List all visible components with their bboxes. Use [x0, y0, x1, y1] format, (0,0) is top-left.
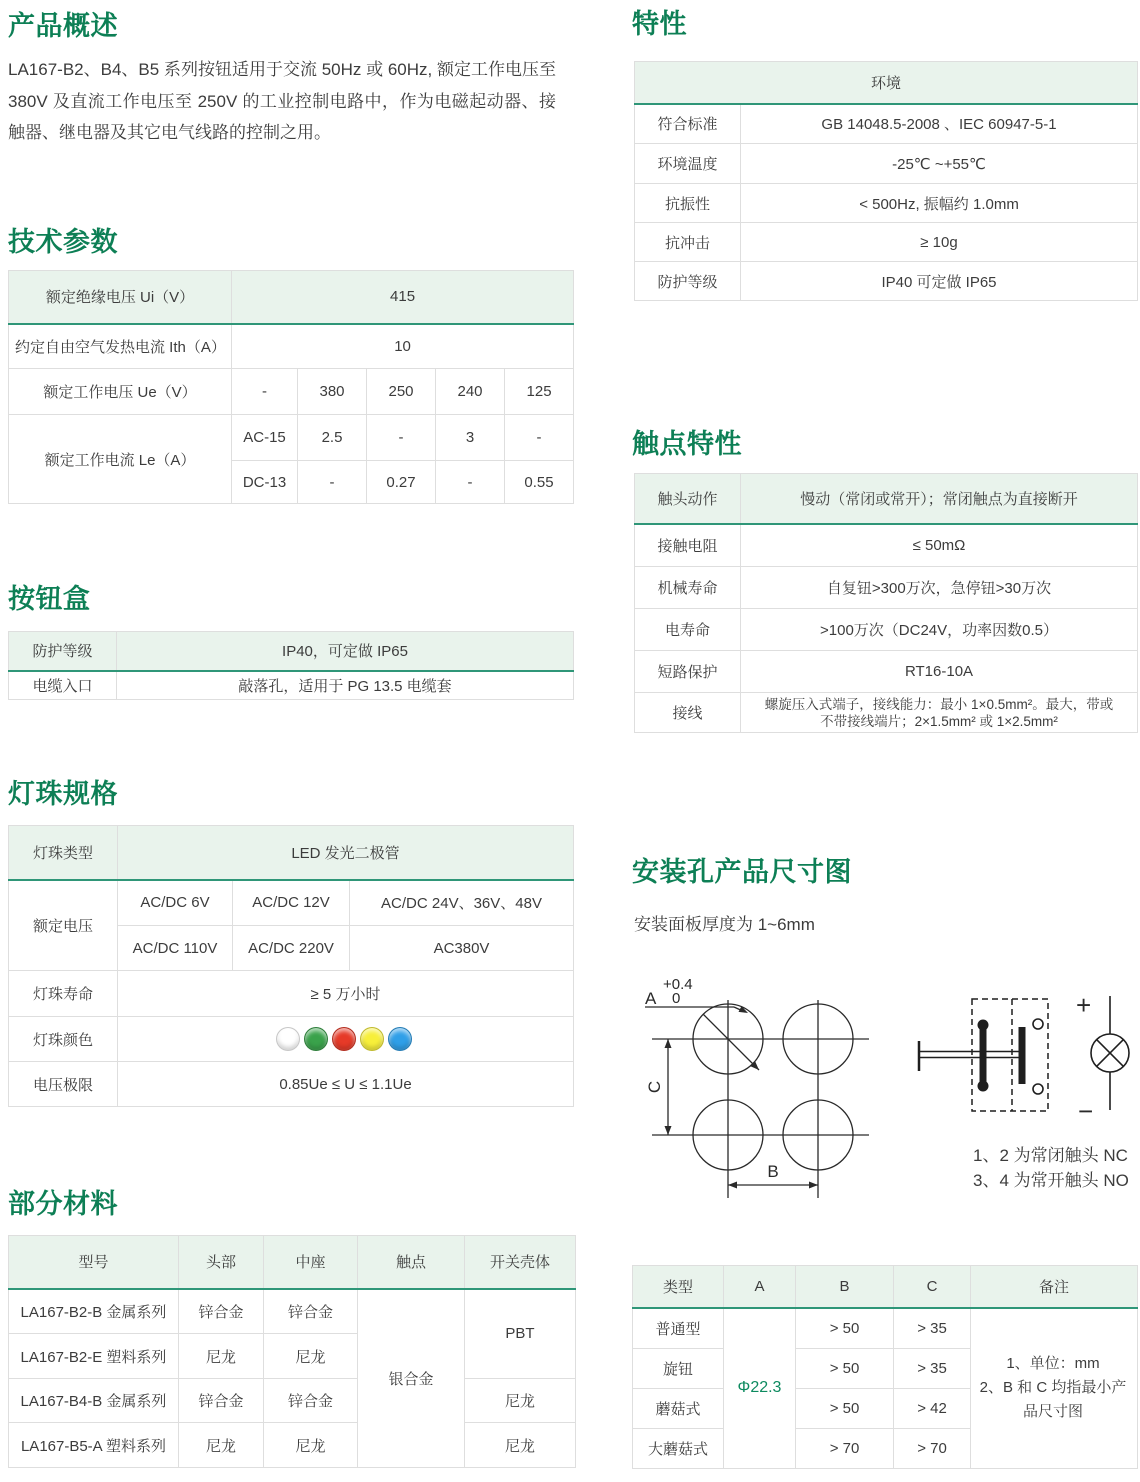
type-name: 大蘑菇式 [633, 1429, 724, 1469]
table-group-header: 环境 [635, 62, 1138, 104]
param-label: 触头动作 [635, 474, 741, 524]
param-value: AC/DC 12V [233, 880, 350, 926]
column-header: B [796, 1266, 894, 1308]
param-value: 自复钮>300万次，急停钮>30万次 [741, 567, 1138, 609]
table-row [9, 971, 574, 1017]
nc-note: 1、2 为常闭触头 NC [973, 1146, 1128, 1165]
material-value: PBT [465, 1289, 576, 1379]
table-row [9, 880, 574, 926]
param-value: 0.55 [505, 461, 574, 504]
model-name: LA167-B2-E 塑料系列 [9, 1334, 179, 1379]
param-value: 0.85Ue ≤ U ≤ 1.1Ue [118, 1062, 574, 1107]
dim-tolerance-upper: +0.4 [663, 976, 693, 993]
features-table [634, 61, 1138, 301]
param-value: AC/DC 110V [118, 926, 233, 971]
material-value: 锌合金 [264, 1379, 358, 1423]
material-value: 银合金 [358, 1289, 465, 1468]
table-row [635, 524, 1138, 567]
table-row [633, 1266, 1138, 1308]
material-value: 尼龙 [179, 1423, 264, 1468]
param-sublabel: DC-13 [232, 461, 298, 504]
section-title-button-box: 按钮盒 [8, 584, 91, 614]
param-value: 125 [505, 369, 574, 415]
param-label: 防护等级 [635, 262, 741, 301]
table-row [9, 1379, 576, 1423]
section-title-materials: 部分材料 [8, 1189, 118, 1219]
table-row [633, 1308, 1138, 1349]
param-label: 灯珠颜色 [9, 1017, 118, 1062]
table-row [9, 671, 574, 700]
column-header: 触点 [358, 1236, 465, 1289]
no-note: 3、4 为常开触头 NO [973, 1171, 1129, 1190]
lamp-symbol [1091, 996, 1129, 1110]
led-swatch-yellow [360, 1027, 384, 1051]
material-value: 锌合金 [264, 1289, 358, 1334]
param-label: 灯珠类型 [9, 826, 118, 880]
param-label: 抗冲击 [635, 223, 741, 262]
column-header: A [724, 1266, 796, 1308]
param-value: 380 [298, 369, 367, 415]
table-row [9, 1062, 574, 1107]
material-value: 尼龙 [465, 1423, 576, 1468]
dim-label-a: A [645, 989, 657, 1008]
param-value: AC380V [350, 926, 574, 971]
dim-b-value: > 50 [796, 1308, 894, 1349]
param-value: AC/DC 24V、36V、48V [350, 880, 574, 926]
table-row [635, 223, 1138, 262]
table-row [635, 62, 1138, 104]
table-row [9, 369, 574, 415]
model-name: LA167-B2-B 金属系列 [9, 1289, 179, 1334]
dim-c-value: > 42 [894, 1389, 971, 1429]
section-title-contact-features: 触点特性 [632, 429, 742, 459]
column-header: 备注 [971, 1266, 1138, 1308]
param-label: 防护等级 [9, 632, 117, 671]
param-label: 环境温度 [635, 144, 741, 184]
param-value: ≥ 5 万小时 [118, 971, 574, 1017]
param-label: 接触电阻 [635, 524, 741, 567]
param-sublabel: AC-15 [232, 415, 298, 461]
param-label: 抗振性 [635, 184, 741, 223]
param-value: 240 [436, 369, 505, 415]
overview-paragraph: LA167-B2、B4、B5 系列按钮适用于交流 50Hz 或 60Hz, 额定工作电压至 380V 及直流工作电压至 250V 的工业控制电路中，作为电磁起动器、接触器、继电器及其它电气线路的控制之用。 [8, 60, 556, 142]
type-name: 普通型 [633, 1308, 724, 1349]
param-label: 灯珠寿命 [9, 971, 118, 1017]
table-row [9, 632, 574, 671]
led-color-swatches [118, 1017, 574, 1062]
param-label: 约定自由空气发热电流 Ith（A） [9, 324, 232, 369]
table-row [635, 184, 1138, 223]
param-label: 电压极限 [9, 1062, 118, 1107]
column-header: 型号 [9, 1236, 179, 1289]
contact-terminals [978, 1019, 1044, 1094]
type-name: 旋钮 [633, 1349, 724, 1389]
param-value: -25℃ ~+55℃ [741, 144, 1138, 184]
table-row [9, 1423, 576, 1468]
mounting-holes-drawing [645, 1000, 869, 1198]
tech-params-table [8, 270, 574, 504]
param-label: 额定电压 [9, 880, 118, 971]
column-header: 头部 [179, 1236, 264, 1289]
led-swatch-white [276, 1027, 300, 1051]
contact-features-table [634, 473, 1138, 733]
table-row [635, 474, 1138, 524]
table-row [635, 609, 1138, 651]
param-value: - [436, 461, 505, 504]
dim-tolerance-lower: 0 [672, 990, 681, 1007]
led-spec-table [8, 825, 574, 1107]
material-value: 尼龙 [465, 1379, 576, 1423]
material-value: 尼龙 [264, 1334, 358, 1379]
led-swatch-green [304, 1027, 328, 1051]
table-row [635, 651, 1138, 693]
column-header: 类型 [633, 1266, 724, 1308]
model-name: LA167-B4-B 金属系列 [9, 1379, 179, 1423]
param-value: - [505, 415, 574, 461]
led-swatch-blue [388, 1027, 412, 1051]
button-box-table [8, 631, 574, 700]
param-label: 额定工作电压 Ue（V） [9, 369, 232, 415]
table-row [635, 144, 1138, 184]
table-row [635, 104, 1138, 144]
section-title-mounting: 安装孔产品尺寸图 [632, 857, 852, 887]
table-row [9, 1236, 576, 1289]
wiring-line-2: 不带接线端片；2×1.5mm² 或 1×2.5mm² [820, 713, 1058, 729]
table-row [9, 324, 574, 369]
type-dimensions-table [632, 1265, 1138, 1469]
table-row [635, 262, 1138, 301]
param-label: 机械寿命 [635, 567, 741, 609]
dim-b-value: > 70 [796, 1429, 894, 1469]
section-title-features: 特性 [632, 9, 687, 39]
param-value: 250 [367, 369, 436, 415]
dim-c-value: > 35 [894, 1308, 971, 1349]
remark-cell [971, 1308, 1138, 1469]
param-value: 10 [232, 324, 574, 369]
param-value: - [232, 369, 298, 415]
material-value: 锌合金 [179, 1379, 264, 1423]
param-value: - [298, 461, 367, 504]
lamp-plus-label: + [1076, 990, 1092, 1020]
param-label: 接线 [635, 693, 741, 733]
dim-label-c: C [645, 1080, 664, 1094]
column-header: 中座 [264, 1236, 358, 1289]
section-title-overview: 产品概述 [8, 11, 118, 41]
column-header: C [894, 1266, 971, 1308]
table-row [9, 415, 574, 461]
type-name: 蘑菇式 [633, 1389, 724, 1429]
dim-c-value: > 35 [894, 1349, 971, 1389]
param-value: RT16-10A [741, 651, 1138, 693]
param-label: 额定绝缘电压 Ui（V） [9, 271, 232, 324]
table-row [9, 826, 574, 880]
param-value [741, 693, 1138, 733]
param-value: - [367, 415, 436, 461]
material-value: 尼龙 [264, 1423, 358, 1468]
table-row [9, 271, 574, 324]
param-label: 电寿命 [635, 609, 741, 651]
param-value: >100万次（DC24V，功率因数0.5） [741, 609, 1138, 651]
param-value: 敲落孔，适用于 PG 13.5 电缆套 [117, 671, 574, 700]
param-value: 415 [232, 271, 574, 324]
param-value: 3 [436, 415, 505, 461]
remark-line-1: 1、单位：mm [1006, 1355, 1100, 1373]
param-value: < 500Hz, 振幅约 1.0mm [741, 184, 1138, 223]
lamp-minus-label: − [1078, 1096, 1094, 1126]
contact-terminal-notes [973, 1143, 1129, 1193]
param-label: 额定工作电流 Le（A） [9, 415, 232, 504]
table-row [9, 1289, 576, 1334]
param-label: 符合标准 [635, 104, 741, 144]
materials-table [8, 1235, 576, 1468]
dim-label-b: B [767, 1162, 779, 1181]
param-value: AC/DC 6V [118, 880, 233, 926]
contact-block-schematic [919, 999, 1048, 1111]
material-value: 锌合金 [179, 1289, 264, 1334]
param-value: 0.27 [367, 461, 436, 504]
dim-c-value: > 70 [894, 1429, 971, 1469]
param-value: 2.5 [298, 415, 367, 461]
column-header: 开关壳体 [465, 1236, 576, 1289]
param-value: LED 发光二极管 [118, 826, 574, 880]
remark-line-2: 2、B 和 C 均指最小产品尺寸图 [979, 1379, 1127, 1421]
table-row [635, 567, 1138, 609]
dim-b-value: > 50 [796, 1349, 894, 1389]
dim-b-value: > 50 [796, 1389, 894, 1429]
table-row [9, 1017, 574, 1062]
param-value: AC/DC 220V [233, 926, 350, 971]
model-name: LA167-B5-A 塑料系列 [9, 1423, 179, 1468]
param-value: 慢动（常闭或常开）；常闭触点为直接断开 [741, 474, 1138, 524]
led-swatch-red [332, 1027, 356, 1051]
param-label: 电缆入口 [9, 671, 117, 700]
table-row [635, 693, 1138, 733]
param-value: IP40 可定做 IP65 [741, 262, 1138, 301]
section-title-led-spec: 灯珠规格 [8, 779, 118, 809]
dim-a-value: Φ22.3 [724, 1308, 796, 1469]
wiring-line-1: 螺旋压入式端子，接线能力：最小 1×0.5mm²。最大，带或 [764, 696, 1114, 712]
param-value: IP40，可定做 IP65 [117, 632, 574, 671]
mounting-panel-note: 安装面板厚度为 1~6mm [634, 915, 815, 934]
param-value: ≤ 50mΩ [741, 524, 1138, 567]
param-label: 短路保护 [635, 651, 741, 693]
section-title-tech-params: 技术参数 [8, 227, 118, 257]
material-value: 尼龙 [179, 1334, 264, 1379]
param-value: ≥ 10g [741, 223, 1138, 262]
param-value: GB 14048.5-2008 、IEC 60947-5-1 [741, 104, 1138, 144]
